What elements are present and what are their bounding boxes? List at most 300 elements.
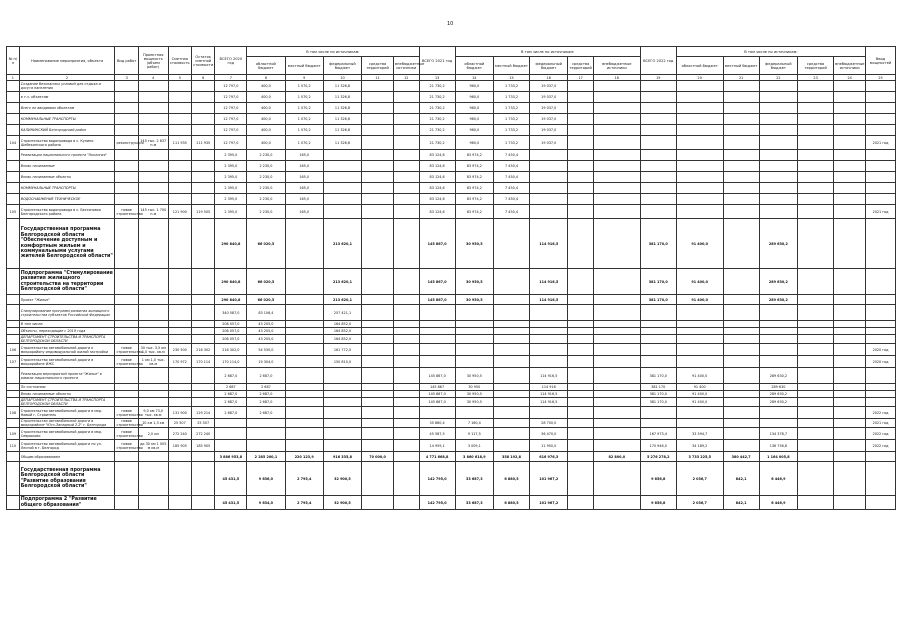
table-cell	[798, 81, 834, 92]
table-cell	[723, 328, 759, 335]
table-cell	[362, 103, 394, 114]
table-cell: 2 687,0	[215, 368, 247, 384]
row-name-cell: Реализация мероприятий проекта "Жилье" в рамках национального проекта	[19, 368, 115, 384]
table-cell: 114 916,5	[530, 295, 568, 305]
table-cell	[285, 335, 323, 344]
table-cell	[798, 407, 834, 419]
table-cell: 66 020,5	[247, 269, 285, 295]
table-cell	[866, 92, 896, 103]
table-cell: 216 302,0	[215, 344, 247, 356]
table-cell: 66 020,5	[247, 295, 285, 305]
table-cell: 45 431,5	[215, 496, 247, 510]
table-cell	[759, 321, 797, 328]
table-cell	[723, 305, 759, 321]
table-cell: 916 335,8	[323, 452, 361, 462]
table-cell	[798, 219, 834, 269]
table-cell	[568, 136, 594, 150]
table-cell: 2021 год	[866, 205, 896, 219]
table-cell: 960,0	[455, 114, 493, 125]
table-cell	[394, 172, 420, 183]
row-name-cell: ВОДОСНАБЖЕНИЕ ТЕХНИЧЕСКОЕ	[19, 194, 115, 205]
table-cell	[192, 368, 215, 384]
table-cell	[394, 344, 420, 356]
table-cell: 54 530,0	[247, 344, 285, 356]
table-cell	[798, 103, 834, 114]
table-cell: 33 687,3	[455, 462, 493, 496]
table-cell: 33 687,3	[455, 496, 493, 510]
table-cell: 150 810,0	[323, 356, 361, 368]
table-cell: 381 170,0	[640, 269, 676, 295]
column-number: 8	[247, 75, 285, 81]
table-cell	[568, 92, 594, 103]
table-cell	[640, 321, 676, 328]
table-cell: 142 795,0	[419, 496, 455, 510]
table-cell: 43 205,0	[247, 335, 285, 344]
row-name-cell: Строительство автомобильной дороги к микрорайону индивидуальной жилой застройки	[19, 344, 115, 356]
table-cell: 111 935	[168, 136, 191, 150]
table-cell: 131 900	[168, 407, 191, 419]
table-cell: 30 950,5	[455, 295, 493, 305]
column-number: 23	[798, 75, 834, 81]
table-cell	[568, 161, 594, 172]
table-cell: 145 867,0	[419, 368, 455, 384]
table-cell: 134 378,7	[759, 428, 797, 440]
table-cell	[323, 183, 361, 194]
table-cell: 33 594,7	[676, 428, 723, 440]
table-cell: 32 900,5	[323, 496, 361, 510]
table-cell	[530, 356, 568, 368]
table-cell: 381 170	[640, 384, 676, 391]
table-cell	[138, 172, 168, 183]
table-cell: 109	[7, 428, 20, 440]
table-cell: 1 733,2	[493, 114, 529, 125]
table-cell	[7, 172, 20, 183]
table-cell: 2020 год	[866, 344, 896, 356]
table-cell	[866, 462, 896, 496]
table-cell	[115, 183, 138, 194]
table-row	[7, 150, 896, 161]
table-cell	[798, 321, 834, 328]
table-cell	[834, 384, 866, 391]
table-cell	[138, 150, 168, 161]
table-cell: 164 852,0	[323, 328, 361, 335]
table-cell	[834, 295, 866, 305]
header-deadline: Ввод мощностей	[866, 47, 896, 75]
table-cell	[394, 219, 420, 269]
table-cell	[323, 391, 361, 398]
table-cell	[676, 172, 723, 183]
table-cell: 2 395,0	[215, 150, 247, 161]
table-cell	[394, 398, 420, 407]
table-cell: 114 916,5	[530, 398, 568, 407]
table-cell	[362, 384, 394, 391]
table-cell	[115, 194, 138, 205]
row-name-cell: По состоянию	[19, 384, 115, 391]
table-cell	[798, 335, 834, 344]
table-cell	[530, 161, 568, 172]
table-cell	[115, 125, 138, 136]
table-cell	[798, 462, 834, 496]
table-cell	[362, 428, 394, 440]
table-cell	[7, 328, 20, 335]
table-cell	[362, 440, 394, 452]
table-cell	[455, 321, 493, 328]
table-cell	[394, 305, 420, 321]
table-cell	[640, 150, 676, 161]
table-cell	[593, 136, 640, 150]
table-cell	[640, 356, 676, 368]
table-cell	[593, 321, 640, 328]
table-cell: 7 450,4	[493, 150, 529, 161]
column-number: 11	[362, 75, 394, 81]
table-cell: 9,0 км 73,0 тыс. кв.м	[138, 407, 168, 419]
header-in-that-2022: В том числе по источникам:	[676, 47, 865, 57]
table-cell	[866, 125, 896, 136]
table-cell	[138, 462, 168, 496]
table-cell	[676, 407, 723, 419]
table-cell: 9 856,8	[640, 496, 676, 510]
table-cell	[7, 114, 20, 125]
table-cell	[798, 344, 834, 356]
table-cell: 30 950	[455, 384, 493, 391]
row-name-cell: Строительство автомобильной дороги в микрорайоне ИЖС	[19, 356, 115, 368]
table-cell	[362, 419, 394, 428]
table-cell: 11 326,8	[323, 92, 361, 103]
header-src: местный бюджет	[493, 57, 529, 75]
table-cell	[568, 219, 594, 269]
table-cell	[394, 335, 420, 344]
table-cell: 2 795,4	[285, 462, 323, 496]
table-cell: 30 950,5	[455, 219, 493, 269]
table-cell: 230 500	[168, 344, 191, 356]
table-cell	[759, 81, 797, 92]
header-src: средства территорий	[568, 57, 594, 75]
table-cell	[568, 305, 594, 321]
column-number: 14	[455, 75, 493, 81]
table-cell	[192, 103, 215, 114]
table-cell	[168, 496, 191, 510]
table-cell	[285, 269, 323, 295]
table-cell	[676, 150, 723, 161]
table-cell	[493, 295, 529, 305]
table-cell	[593, 194, 640, 205]
table-cell	[362, 114, 394, 125]
table-cell	[723, 81, 759, 92]
table-cell	[192, 183, 215, 194]
table-cell: 3 009,1	[455, 440, 493, 452]
table-cell: до 30 км 1 005 м кв.м	[140, 441, 167, 450]
table-cell: 2 687,0	[247, 398, 285, 407]
table-cell	[834, 194, 866, 205]
table-cell	[568, 462, 594, 496]
table-cell	[723, 205, 759, 219]
table-cell: 107	[7, 356, 20, 368]
table-cell	[723, 398, 759, 407]
table-cell: 272 240	[168, 428, 191, 440]
table-cell	[323, 205, 361, 219]
header-total-2021: ВСЕГО 2021 год	[419, 47, 455, 75]
table-cell	[493, 384, 529, 391]
table-cell	[834, 440, 866, 452]
table-cell	[640, 92, 676, 103]
header-total-2020: ВСЕГО 2020 год	[215, 47, 247, 75]
column-number: 12	[394, 75, 420, 81]
table-cell	[394, 103, 420, 114]
header-src: областной бюджет	[247, 57, 285, 75]
table-cell	[168, 452, 191, 462]
table-cell: 145 867,0	[419, 219, 455, 269]
table-cell: 165,0	[285, 161, 323, 172]
table-cell	[362, 344, 394, 356]
table-cell	[192, 452, 215, 462]
table-cell: 114 916,5	[530, 219, 568, 269]
column-number: 19	[640, 75, 676, 81]
table-cell	[7, 183, 20, 194]
table-cell	[798, 398, 834, 407]
table-cell	[192, 391, 215, 398]
table-cell	[455, 344, 493, 356]
table-cell	[798, 172, 834, 183]
table-cell	[568, 419, 594, 428]
header-estimate: Сметная стоимость	[168, 47, 191, 75]
table-cell	[676, 335, 723, 344]
row-name-cell: Подпрограмма 2 "Развитие общего образования"	[19, 496, 115, 510]
table-cell	[759, 194, 797, 205]
table-cell	[394, 183, 420, 194]
table-cell	[593, 114, 640, 125]
table-cell: 19 037,0	[530, 114, 568, 125]
table-cell: 2020 год	[866, 356, 896, 368]
table-cell	[759, 305, 797, 321]
table-row	[7, 183, 896, 194]
table-cell	[723, 295, 759, 305]
column-number: 6	[192, 75, 215, 81]
table-cell	[493, 419, 529, 428]
table-cell	[168, 219, 191, 269]
table-cell	[759, 335, 797, 344]
table-cell	[568, 391, 594, 398]
table-cell	[568, 194, 594, 205]
table-cell	[593, 305, 640, 321]
table-cell	[723, 335, 759, 344]
table-cell: 2 395,0	[215, 172, 247, 183]
table-cell	[866, 305, 896, 321]
table-row	[7, 368, 896, 384]
table-cell	[285, 295, 323, 305]
table-cell	[168, 183, 191, 194]
header-src: федеральный бюджет	[759, 57, 797, 75]
column-number: 5	[168, 75, 191, 81]
table-cell	[593, 384, 640, 391]
table-cell	[866, 384, 896, 391]
table-cell	[138, 496, 168, 510]
table-cell: 12 797,0	[215, 92, 247, 103]
table-cell	[568, 384, 594, 391]
table-cell	[493, 368, 529, 384]
table-cell	[419, 344, 455, 356]
table-cell	[568, 172, 594, 183]
table-cell: 213 620,1	[323, 295, 361, 305]
table-cell	[676, 419, 723, 428]
table-cell	[394, 419, 420, 428]
table-cell: 19 037,0	[530, 103, 568, 114]
table-cell	[530, 205, 568, 219]
table-cell: 9 634,0	[247, 496, 285, 510]
table-cell	[759, 114, 797, 125]
table-cell: 165,0	[285, 150, 323, 161]
table-cell: 290 840,8	[215, 269, 247, 295]
table-cell: 7 450,4	[493, 161, 529, 172]
table-cell	[323, 194, 361, 205]
table-cell	[394, 496, 420, 510]
table-cell	[568, 321, 594, 328]
table-cell	[640, 344, 676, 356]
table-cell	[7, 462, 20, 496]
header-src: внебюджетные источники	[834, 57, 866, 75]
table-cell: 165,0	[285, 205, 323, 219]
table-cell	[834, 496, 866, 510]
table-cell	[192, 398, 215, 407]
table-cell	[834, 344, 866, 356]
table-cell	[7, 321, 20, 328]
table-cell	[115, 161, 138, 172]
column-number: 2	[19, 75, 115, 81]
table-cell	[723, 161, 759, 172]
table-cell	[394, 194, 420, 205]
table-cell	[759, 150, 797, 161]
table-cell	[323, 172, 361, 183]
table-cell	[394, 368, 420, 384]
row-name-cell: Общим образованием	[19, 452, 115, 462]
table-cell	[798, 305, 834, 321]
table-cell	[192, 219, 215, 269]
table-cell	[168, 125, 191, 136]
table-cell	[7, 269, 20, 295]
table-cell	[866, 335, 896, 344]
table-cell	[834, 103, 866, 114]
column-number: 15	[493, 75, 529, 81]
table-cell	[530, 194, 568, 205]
table-cell: 7 450,4	[493, 172, 529, 183]
table-cell: 25 507	[168, 419, 191, 428]
table-cell	[866, 81, 896, 92]
table-cell	[593, 150, 640, 161]
table-cell: 2 687,0	[215, 391, 247, 398]
table-cell: 83 974,2	[455, 150, 493, 161]
table-cell	[419, 356, 455, 368]
column-number: 4	[138, 75, 168, 81]
table-cell	[759, 161, 797, 172]
table-cell	[676, 194, 723, 205]
table-cell: 161 772,0	[323, 344, 361, 356]
table-cell: 381 170,0	[640, 295, 676, 305]
table-cell: 165,0	[285, 172, 323, 183]
table-cell	[168, 462, 191, 496]
table-cell	[168, 321, 191, 328]
table-cell: 164 852,0	[323, 321, 361, 328]
table-cell	[640, 328, 676, 335]
table-cell: 216 302	[192, 344, 215, 356]
table-cell	[192, 496, 215, 510]
table-cell: 960,0	[455, 125, 493, 136]
table-cell	[723, 368, 759, 384]
table-cell	[798, 205, 834, 219]
table-cell: 19 037,0	[530, 92, 568, 103]
row-name-cell: Создание безопасных условий для отдыха и досуга населения	[19, 81, 115, 92]
table-cell	[530, 335, 568, 344]
table-cell: 19 304,0	[247, 356, 285, 368]
table-cell	[115, 150, 138, 161]
table-cell	[285, 419, 323, 428]
table-cell: 70 000,0	[362, 452, 394, 462]
table-cell: 616 976,3	[530, 452, 568, 462]
table-cell	[676, 114, 723, 125]
table-cell	[362, 391, 394, 398]
table-cell	[394, 452, 420, 462]
table-cell: 400,0	[247, 92, 285, 103]
row-name-cell: КОММУНАЛЬНЫЕ ТРАНСПОРТЫ	[19, 114, 115, 125]
table-cell	[7, 219, 20, 269]
table-cell: 1 733,2	[493, 81, 529, 92]
table-cell: 91 400,0	[676, 398, 723, 407]
table-cell	[362, 462, 394, 496]
table-cell	[834, 114, 866, 125]
table-cell	[7, 368, 20, 384]
table-row	[7, 428, 896, 440]
table-cell: 164 852,0	[323, 335, 361, 344]
table-cell	[323, 419, 361, 428]
table-cell: 12 797,0	[215, 125, 247, 136]
table-cell: 2,0 км	[138, 428, 168, 440]
table-cell	[530, 150, 568, 161]
table-cell: 28 700,0	[530, 419, 568, 428]
row-name-cell: Государственная программа Белгородской области "Обеспечение доступным и комфортным жильем и коммунальными услугами жителей Белгородской области"	[19, 219, 115, 269]
table-cell	[723, 103, 759, 114]
table-row	[7, 328, 896, 335]
program-row	[7, 462, 896, 496]
table-cell	[138, 219, 168, 269]
table-cell	[568, 368, 594, 384]
table-cell	[247, 419, 285, 428]
table-cell: 21 730,2	[419, 136, 455, 150]
subprogram-row	[7, 496, 896, 510]
table-cell	[192, 194, 215, 205]
table-cell	[168, 398, 191, 407]
table-cell: 7 160,4	[455, 419, 493, 428]
table-cell	[798, 356, 834, 368]
table-cell: 290 840,8	[215, 295, 247, 305]
table-cell: 1 164 005,8	[759, 452, 797, 462]
table-cell: 2 230,0	[247, 194, 285, 205]
table-cell	[115, 114, 138, 125]
table-cell	[798, 183, 834, 194]
table-cell: 1 070,2	[285, 81, 323, 92]
table-cell	[394, 356, 420, 368]
table-cell	[568, 183, 594, 194]
table-row	[7, 321, 896, 328]
table-cell	[640, 172, 676, 183]
table-cell	[115, 368, 138, 384]
table-cell	[493, 335, 529, 344]
table-cell: 400,0	[247, 103, 285, 114]
header-src: средства территорий	[362, 57, 394, 75]
column-number: 22	[759, 75, 797, 81]
table-cell: 111 935	[192, 136, 215, 150]
table-cell	[138, 391, 168, 398]
table-cell	[362, 407, 394, 419]
table-cell	[7, 194, 20, 205]
table-cell: 220 123,9	[285, 452, 323, 462]
